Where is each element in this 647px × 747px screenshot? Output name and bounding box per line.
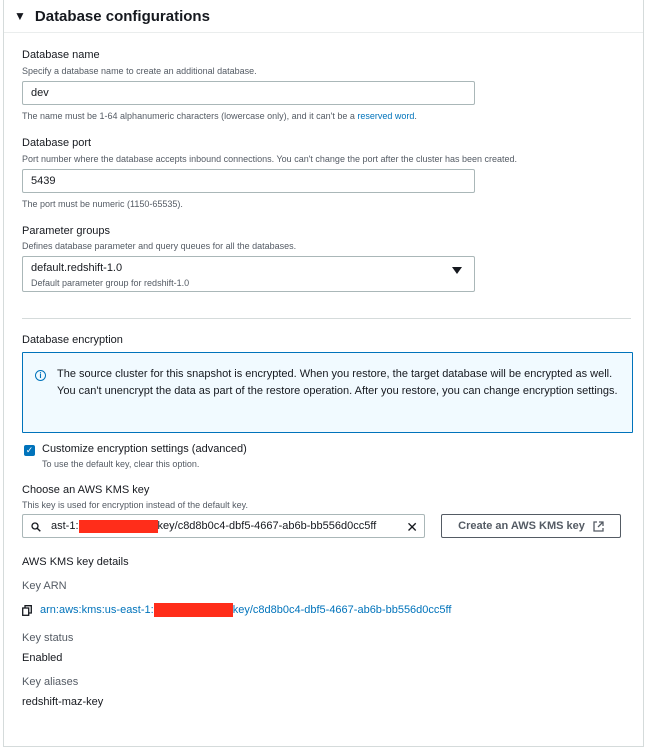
customize-encryption-checkbox[interactable]: ✓ — [25, 445, 34, 455]
param-groups-selected: default.redshift-1.0 — [31, 262, 123, 274]
kms-key-search-suffix: key/c8d8b0c4-dbf5-4667-ab6b-bb556d0cc5ff — [157, 520, 377, 532]
caret-down-icon[interactable]: ▼ — [14, 9, 26, 23]
param-groups-selected-desc: Default parameter group for redshift-1.0 — [31, 278, 190, 288]
db-name-description: Specify a database name to create an additional database. — [22, 66, 257, 76]
copy-icon[interactable] — [22, 605, 32, 616]
db-port-hint: The port must be numeric (1150-65535). — [22, 199, 183, 209]
clear-icon[interactable]: ✕ — [406, 519, 418, 535]
encryption-info-text: The source cluster for this snapshot is encrypted. When you restore, the target database will be encrypted as well. You can't unencrypt the data as part of the restore operation. After you restore, you can change encryption settings. — [57, 368, 618, 397]
key-arn-suffix[interactable]: key/c8d8b0c4-dbf5-4667-ab6b-bb556d0cc5ff — [232, 604, 452, 616]
kms-key-description: This key is used for encryption instead of the default key. — [22, 500, 248, 510]
panel-header[interactable] — [4, 0, 643, 33]
param-groups-label: Parameter groups — [22, 225, 111, 237]
kms-details-heading: AWS KMS key details — [22, 556, 129, 568]
db-name-label: Database name — [22, 49, 100, 61]
param-groups-description: Defines database parameter and query queues for all the databases. — [22, 241, 297, 251]
caret-down-icon — [452, 267, 462, 274]
key-aliases-value: redshift-maz-key — [22, 696, 104, 708]
kms-key-label: Choose an AWS KMS key — [22, 484, 150, 496]
redacted-account-id — [154, 603, 233, 617]
db-name-input[interactable]: dev — [22, 81, 475, 105]
key-arn-prefix[interactable]: arn:aws:kms:us-east-1: — [40, 604, 154, 616]
kms-key-search-prefix: ast-1: — [51, 520, 79, 532]
kms-key-search-input[interactable] — [22, 514, 425, 538]
param-groups-select[interactable] — [22, 256, 475, 292]
db-port-label: Database port — [22, 137, 92, 149]
search-icon — [31, 522, 41, 532]
customize-encryption-desc: To use the default key, clear this option. — [42, 459, 200, 469]
encryption-heading: Database encryption — [22, 334, 123, 346]
key-arn-row — [22, 603, 451, 617]
database-configurations-panel — [3, 0, 644, 747]
redacted-account-id — [79, 520, 158, 533]
key-status-label: Key status — [22, 632, 74, 644]
key-arn-label: Key ARN — [22, 580, 67, 592]
db-port-input[interactable]: 5439 — [22, 169, 475, 193]
external-link-icon — [593, 521, 604, 532]
encryption-info-alert — [22, 352, 633, 433]
info-icon: i — [35, 370, 46, 381]
section-divider — [22, 318, 631, 319]
db-name-hint — [22, 111, 417, 121]
db-port-description: Port number where the database accepts inbound connections. You can't change the port after the cluster has been created. — [22, 154, 518, 164]
db-name-hint-text: The name must be 1-64 alphanumeric characters (lowercase only), and it can't be a — [22, 111, 358, 121]
key-aliases-label: Key aliases — [22, 676, 79, 688]
panel-title: Database configurations — [34, 7, 210, 25]
customize-encryption-label[interactable]: Customize encryption settings (advanced) — [42, 443, 247, 455]
create-kms-key-label: Create an AWS KMS key — [458, 520, 585, 532]
reserved-word-link[interactable]: reserved word — [357, 111, 415, 121]
key-status-value: Enabled — [22, 652, 63, 664]
create-kms-key-button[interactable] — [441, 514, 621, 538]
db-name-hint-suffix: . — [414, 111, 417, 121]
